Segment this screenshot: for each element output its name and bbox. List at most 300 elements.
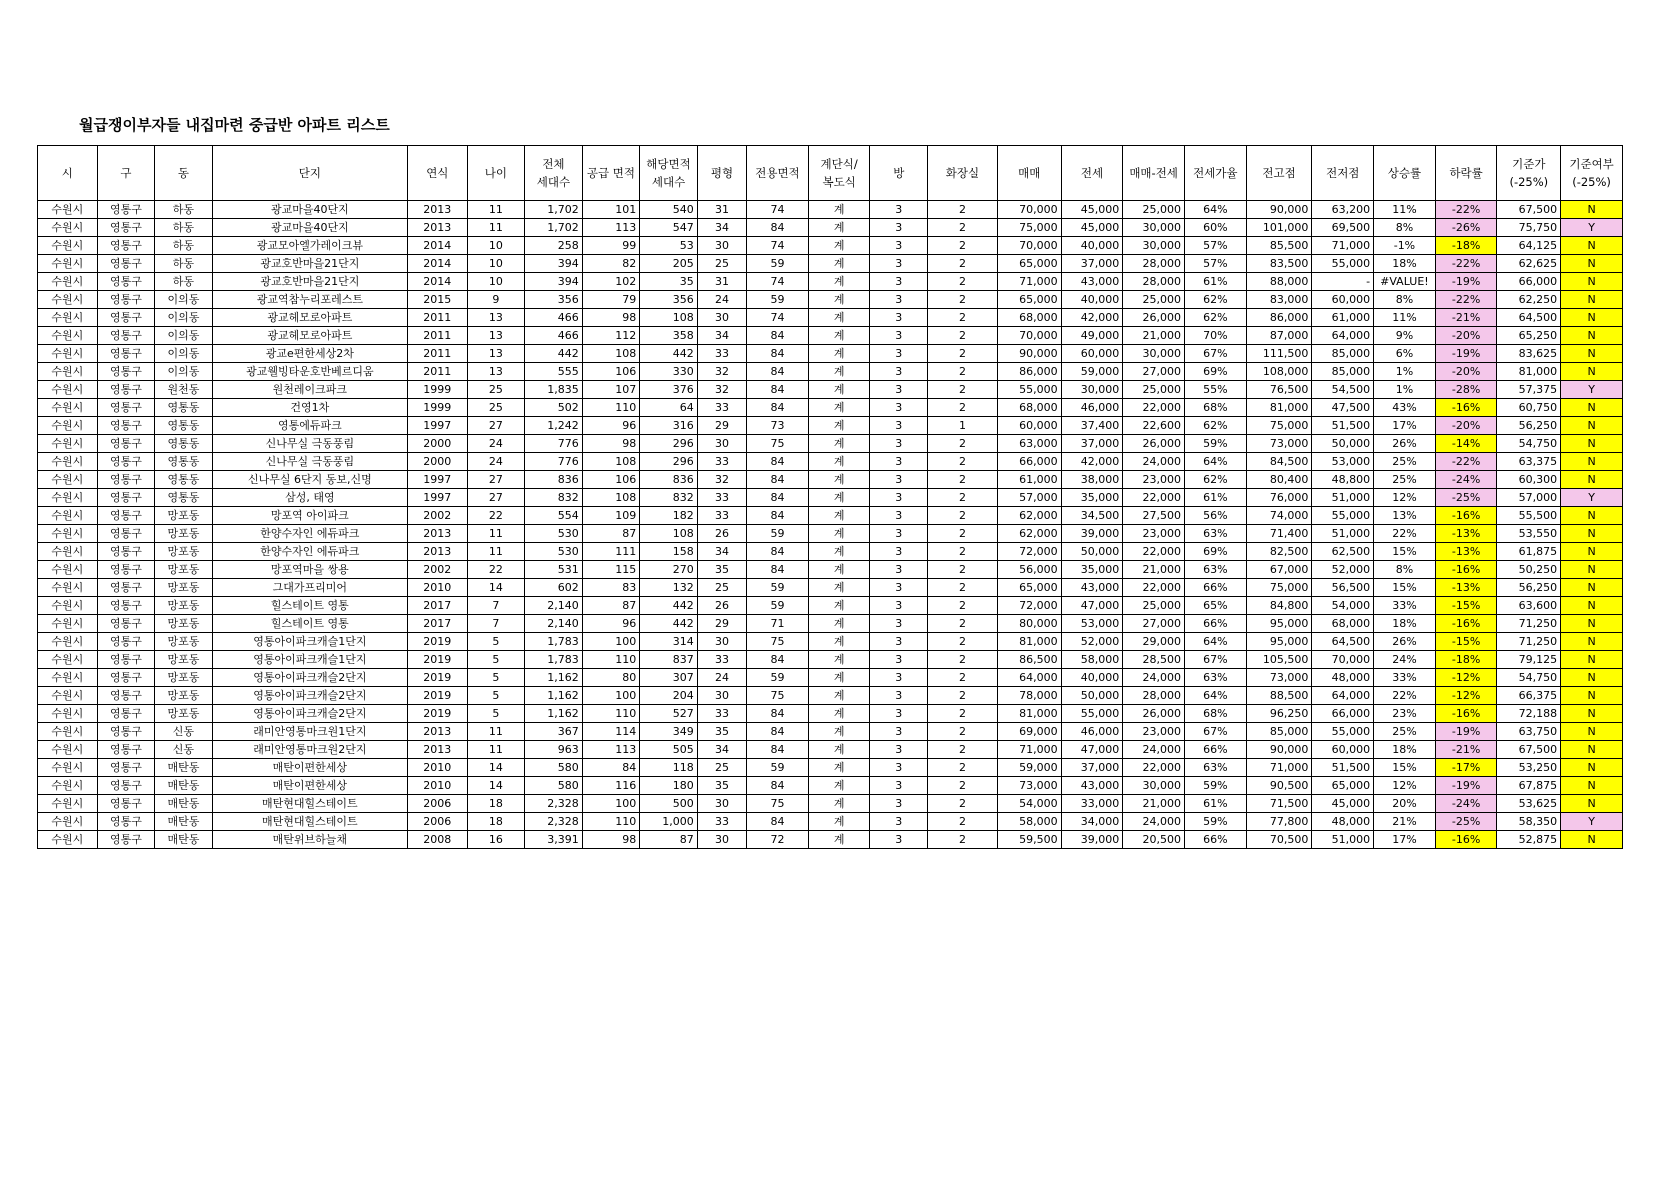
cell-prev-low: 51,500 bbox=[1312, 417, 1374, 435]
cell-prev-high: 84,500 bbox=[1246, 453, 1312, 471]
cell-area-units: 836 bbox=[640, 471, 698, 489]
cell-prev-high: 84,800 bbox=[1246, 597, 1312, 615]
cell-stair-type: 계 bbox=[808, 345, 870, 363]
cell-base-flag: N bbox=[1561, 669, 1623, 687]
cell-rise-rate: 24% bbox=[1374, 651, 1436, 669]
cell-dong: 하동 bbox=[155, 273, 213, 291]
cell-base-flag: Y bbox=[1561, 489, 1623, 507]
cell-area-units: 1,000 bbox=[640, 813, 698, 831]
cell-area-units: 270 bbox=[640, 561, 698, 579]
cell-rise-rate: 15% bbox=[1374, 543, 1436, 561]
table-body bbox=[38, 201, 1623, 849]
cell-jeonse: 42,000 bbox=[1061, 453, 1123, 471]
cell-gu: 영통구 bbox=[97, 219, 155, 237]
cell-dong: 신동 bbox=[155, 723, 213, 741]
cell-age: 27 bbox=[467, 489, 525, 507]
cell-total-units: 1,702 bbox=[525, 201, 583, 219]
cell-pyeong: 33 bbox=[697, 705, 746, 723]
cell-dong: 하동 bbox=[155, 255, 213, 273]
cell-base-flag: N bbox=[1561, 399, 1623, 417]
cell-total-units: 1,162 bbox=[525, 705, 583, 723]
cell-pyeong: 26 bbox=[697, 597, 746, 615]
cell-supply-area: 99 bbox=[582, 237, 640, 255]
cell-rooms: 3 bbox=[870, 597, 928, 615]
cell-prev-high: 73,000 bbox=[1246, 435, 1312, 453]
cell-bathrooms: 2 bbox=[928, 273, 998, 291]
cell-jeonse-ratio: 61% bbox=[1184, 273, 1246, 291]
cell-base-price: 53,550 bbox=[1497, 525, 1561, 543]
cell-base-price: 58,350 bbox=[1497, 813, 1561, 831]
cell-gu: 영통구 bbox=[97, 561, 155, 579]
cell-supply-area: 108 bbox=[582, 453, 640, 471]
cell-exclusive-area: 84 bbox=[747, 507, 809, 525]
cell-gu: 영통구 bbox=[97, 759, 155, 777]
cell-rise-rate: 22% bbox=[1374, 525, 1436, 543]
cell-gap: 28,500 bbox=[1123, 651, 1185, 669]
cell-prev-low: 61,000 bbox=[1312, 309, 1374, 327]
cell-dong: 망포동 bbox=[155, 543, 213, 561]
cell-complex: 광교헤모로아파트 bbox=[212, 327, 407, 345]
cell-rise-rate: 18% bbox=[1374, 255, 1436, 273]
cell-stair-type: 계 bbox=[808, 777, 870, 795]
cell-dong: 망포동 bbox=[155, 561, 213, 579]
cell-prev-low: 50,000 bbox=[1312, 435, 1374, 453]
cell-complex: 신나무실 극동풍림 bbox=[212, 435, 407, 453]
cell-rooms: 3 bbox=[870, 399, 928, 417]
cell-jeonse: 40,000 bbox=[1061, 237, 1123, 255]
cell-total-units: 466 bbox=[525, 327, 583, 345]
cell-area-units: 547 bbox=[640, 219, 698, 237]
cell-fall-rate: -18% bbox=[1435, 651, 1497, 669]
apartment-table bbox=[37, 145, 1623, 849]
cell-gap: 22,000 bbox=[1123, 759, 1185, 777]
cell-jeonse: 52,000 bbox=[1061, 633, 1123, 651]
cell-exclusive-area: 74 bbox=[747, 273, 809, 291]
cell-dong: 망포동 bbox=[155, 687, 213, 705]
cell-base-flag: N bbox=[1561, 831, 1623, 849]
cell-jeonse: 34,500 bbox=[1061, 507, 1123, 525]
cell-supply-area: 100 bbox=[582, 687, 640, 705]
cell-jeonse-ratio: 67% bbox=[1184, 345, 1246, 363]
cell-sale-price: 64,000 bbox=[997, 669, 1061, 687]
cell-bathrooms: 2 bbox=[928, 345, 998, 363]
cell-prev-high: 105,500 bbox=[1246, 651, 1312, 669]
cell-supply-area: 100 bbox=[582, 795, 640, 813]
cell-built-year: 2013 bbox=[408, 741, 468, 759]
cell-exclusive-area: 75 bbox=[747, 435, 809, 453]
cell-base-flag: N bbox=[1561, 237, 1623, 255]
cell-base-flag: N bbox=[1561, 543, 1623, 561]
cell-gu: 영통구 bbox=[97, 453, 155, 471]
cell-rise-rate: 13% bbox=[1374, 507, 1436, 525]
cell-bathrooms: 2 bbox=[928, 813, 998, 831]
table-row bbox=[38, 363, 1623, 381]
cell-age: 18 bbox=[467, 813, 525, 831]
cell-si: 수원시 bbox=[38, 291, 98, 309]
cell-exclusive-area: 84 bbox=[747, 705, 809, 723]
cell-si: 수원시 bbox=[38, 615, 98, 633]
cell-gu: 영통구 bbox=[97, 741, 155, 759]
cell-bathrooms: 2 bbox=[928, 327, 998, 345]
cell-dong: 영통동 bbox=[155, 417, 213, 435]
cell-exclusive-area: 84 bbox=[747, 219, 809, 237]
cell-area-units: 182 bbox=[640, 507, 698, 525]
cell-si: 수원시 bbox=[38, 687, 98, 705]
cell-built-year: 1997 bbox=[408, 417, 468, 435]
header-supply-area: 공급 면적 bbox=[582, 146, 640, 201]
cell-si: 수원시 bbox=[38, 435, 98, 453]
cell-base-flag: Y bbox=[1561, 381, 1623, 399]
cell-sale-price: 86,000 bbox=[997, 363, 1061, 381]
cell-si: 수원시 bbox=[38, 489, 98, 507]
cell-built-year: 2019 bbox=[408, 651, 468, 669]
table-row bbox=[38, 633, 1623, 651]
cell-built-year: 2019 bbox=[408, 669, 468, 687]
cell-prev-high: 111,500 bbox=[1246, 345, 1312, 363]
cell-rooms: 3 bbox=[870, 741, 928, 759]
cell-jeonse: 50,000 bbox=[1061, 543, 1123, 561]
cell-stair-type: 계 bbox=[808, 651, 870, 669]
cell-jeonse: 37,400 bbox=[1061, 417, 1123, 435]
cell-stair-type: 계 bbox=[808, 363, 870, 381]
cell-sale-price: 61,000 bbox=[997, 471, 1061, 489]
cell-fall-rate: -25% bbox=[1435, 813, 1497, 831]
cell-exclusive-area: 59 bbox=[747, 759, 809, 777]
cell-age: 18 bbox=[467, 795, 525, 813]
cell-built-year: 1997 bbox=[408, 489, 468, 507]
cell-rise-rate: 12% bbox=[1374, 489, 1436, 507]
cell-gap: 23,000 bbox=[1123, 723, 1185, 741]
cell-complex: 광교마을40단지 bbox=[212, 201, 407, 219]
cell-rise-rate: 1% bbox=[1374, 381, 1436, 399]
cell-rooms: 3 bbox=[870, 705, 928, 723]
table-row bbox=[38, 813, 1623, 831]
header-fall-rate: 하락률 bbox=[1435, 146, 1497, 201]
header-gap: 매매-전세 bbox=[1123, 146, 1185, 201]
cell-exclusive-area: 74 bbox=[747, 201, 809, 219]
cell-supply-area: 108 bbox=[582, 489, 640, 507]
cell-bathrooms: 2 bbox=[928, 651, 998, 669]
cell-dong: 영통동 bbox=[155, 471, 213, 489]
cell-age: 22 bbox=[467, 507, 525, 525]
table-row bbox=[38, 831, 1623, 849]
cell-supply-area: 106 bbox=[582, 471, 640, 489]
cell-dong: 망포동 bbox=[155, 669, 213, 687]
cell-pyeong: 30 bbox=[697, 309, 746, 327]
cell-bathrooms: 2 bbox=[928, 363, 998, 381]
cell-exclusive-area: 75 bbox=[747, 795, 809, 813]
cell-complex: 매탄위브하늘채 bbox=[212, 831, 407, 849]
cell-stair-type: 계 bbox=[808, 417, 870, 435]
cell-gu: 영통구 bbox=[97, 651, 155, 669]
cell-prev-low: 48,800 bbox=[1312, 471, 1374, 489]
cell-prev-high: 83,500 bbox=[1246, 255, 1312, 273]
cell-stair-type: 계 bbox=[808, 381, 870, 399]
cell-supply-area: 96 bbox=[582, 417, 640, 435]
cell-age: 5 bbox=[467, 669, 525, 687]
cell-base-price: 63,750 bbox=[1497, 723, 1561, 741]
cell-gu: 영통구 bbox=[97, 831, 155, 849]
cell-si: 수원시 bbox=[38, 471, 98, 489]
cell-jeonse-ratio: 59% bbox=[1184, 777, 1246, 795]
cell-fall-rate: -16% bbox=[1435, 615, 1497, 633]
cell-total-units: 776 bbox=[525, 453, 583, 471]
cell-gu: 영통구 bbox=[97, 201, 155, 219]
table-row bbox=[38, 471, 1623, 489]
cell-rise-rate: 18% bbox=[1374, 615, 1436, 633]
cell-sale-price: 62,000 bbox=[997, 507, 1061, 525]
cell-pyeong: 33 bbox=[697, 813, 746, 831]
cell-area-units: 376 bbox=[640, 381, 698, 399]
cell-total-units: 776 bbox=[525, 435, 583, 453]
cell-rise-rate: -1% bbox=[1374, 237, 1436, 255]
cell-gu: 영통구 bbox=[97, 777, 155, 795]
cell-stair-type: 계 bbox=[808, 597, 870, 615]
cell-fall-rate: -20% bbox=[1435, 417, 1497, 435]
cell-gu: 영통구 bbox=[97, 705, 155, 723]
cell-area-units: 64 bbox=[640, 399, 698, 417]
cell-dong: 매탄동 bbox=[155, 831, 213, 849]
cell-total-units: 832 bbox=[525, 489, 583, 507]
cell-si: 수원시 bbox=[38, 399, 98, 417]
cell-rise-rate: 25% bbox=[1374, 453, 1436, 471]
cell-exclusive-area: 72 bbox=[747, 831, 809, 849]
cell-rooms: 3 bbox=[870, 669, 928, 687]
cell-pyeong: 29 bbox=[697, 417, 746, 435]
cell-sale-price: 58,000 bbox=[997, 813, 1061, 831]
cell-prev-high: 77,800 bbox=[1246, 813, 1312, 831]
cell-jeonse-ratio: 70% bbox=[1184, 327, 1246, 345]
cell-jeonse: 47,000 bbox=[1061, 741, 1123, 759]
cell-jeonse: 37,000 bbox=[1061, 255, 1123, 273]
cell-fall-rate: -22% bbox=[1435, 201, 1497, 219]
cell-si: 수원시 bbox=[38, 651, 98, 669]
cell-exclusive-area: 84 bbox=[747, 723, 809, 741]
cell-prev-low: 53,000 bbox=[1312, 453, 1374, 471]
cell-stair-type: 계 bbox=[808, 741, 870, 759]
cell-base-flag: N bbox=[1561, 363, 1623, 381]
cell-dong: 하동 bbox=[155, 201, 213, 219]
cell-exclusive-area: 84 bbox=[747, 471, 809, 489]
header-total-units: 전체 세대수 bbox=[525, 146, 583, 201]
cell-jeonse-ratio: 59% bbox=[1184, 813, 1246, 831]
cell-total-units: 530 bbox=[525, 543, 583, 561]
table-row bbox=[38, 345, 1623, 363]
cell-prev-high: 85,000 bbox=[1246, 723, 1312, 741]
cell-bathrooms: 2 bbox=[928, 831, 998, 849]
cell-gap: 29,000 bbox=[1123, 633, 1185, 651]
cell-pyeong: 33 bbox=[697, 453, 746, 471]
cell-fall-rate: -16% bbox=[1435, 507, 1497, 525]
cell-total-units: 530 bbox=[525, 525, 583, 543]
cell-area-units: 307 bbox=[640, 669, 698, 687]
cell-base-price: 50,250 bbox=[1497, 561, 1561, 579]
cell-area-units: 316 bbox=[640, 417, 698, 435]
cell-base-flag: N bbox=[1561, 561, 1623, 579]
cell-rise-rate: 17% bbox=[1374, 831, 1436, 849]
cell-complex: 광교호반마을21단지 bbox=[212, 273, 407, 291]
table-row bbox=[38, 291, 1623, 309]
cell-area-units: 358 bbox=[640, 327, 698, 345]
table-row bbox=[38, 255, 1623, 273]
cell-base-price: 71,250 bbox=[1497, 633, 1561, 651]
cell-si: 수원시 bbox=[38, 669, 98, 687]
cell-complex: 래미안영통마크원1단지 bbox=[212, 723, 407, 741]
cell-fall-rate: -13% bbox=[1435, 579, 1497, 597]
cell-area-units: 442 bbox=[640, 345, 698, 363]
cell-jeonse: 33,000 bbox=[1061, 795, 1123, 813]
cell-stair-type: 계 bbox=[808, 327, 870, 345]
cell-built-year: 2013 bbox=[408, 525, 468, 543]
cell-si: 수원시 bbox=[38, 561, 98, 579]
cell-gu: 영통구 bbox=[97, 525, 155, 543]
cell-gap: 21,000 bbox=[1123, 327, 1185, 345]
cell-complex: 삼성, 태영 bbox=[212, 489, 407, 507]
cell-bathrooms: 2 bbox=[928, 381, 998, 399]
cell-base-price: 52,875 bbox=[1497, 831, 1561, 849]
cell-jeonse: 43,000 bbox=[1061, 579, 1123, 597]
cell-pyeong: 32 bbox=[697, 381, 746, 399]
cell-supply-area: 113 bbox=[582, 219, 640, 237]
cell-exclusive-area: 84 bbox=[747, 741, 809, 759]
cell-rooms: 3 bbox=[870, 651, 928, 669]
cell-prev-high: 95,000 bbox=[1246, 615, 1312, 633]
cell-supply-area: 80 bbox=[582, 669, 640, 687]
cell-complex: 영통아이파크캐슬2단지 bbox=[212, 669, 407, 687]
cell-stair-type: 계 bbox=[808, 831, 870, 849]
cell-bathrooms: 2 bbox=[928, 471, 998, 489]
cell-jeonse-ratio: 57% bbox=[1184, 237, 1246, 255]
cell-base-price: 57,000 bbox=[1497, 489, 1561, 507]
cell-si: 수원시 bbox=[38, 345, 98, 363]
cell-prev-high: 96,250 bbox=[1246, 705, 1312, 723]
cell-fall-rate: -16% bbox=[1435, 705, 1497, 723]
cell-prev-low: 69,500 bbox=[1312, 219, 1374, 237]
cell-total-units: 3,391 bbox=[525, 831, 583, 849]
cell-supply-area: 112 bbox=[582, 327, 640, 345]
cell-dong: 이의동 bbox=[155, 291, 213, 309]
header-bathrooms: 화장실 bbox=[928, 146, 998, 201]
cell-jeonse-ratio: 64% bbox=[1184, 633, 1246, 651]
cell-dong: 매탄동 bbox=[155, 759, 213, 777]
cell-exclusive-area: 73 bbox=[747, 417, 809, 435]
cell-total-units: 367 bbox=[525, 723, 583, 741]
cell-fall-rate: -20% bbox=[1435, 363, 1497, 381]
cell-bathrooms: 2 bbox=[928, 219, 998, 237]
cell-gap: 27,000 bbox=[1123, 615, 1185, 633]
cell-fall-rate: -17% bbox=[1435, 759, 1497, 777]
cell-gap: 28,000 bbox=[1123, 255, 1185, 273]
cell-jeonse-ratio: 64% bbox=[1184, 201, 1246, 219]
cell-exclusive-area: 59 bbox=[747, 255, 809, 273]
cell-si: 수원시 bbox=[38, 597, 98, 615]
cell-supply-area: 110 bbox=[582, 399, 640, 417]
cell-exclusive-area: 84 bbox=[747, 381, 809, 399]
cell-base-price: 71,250 bbox=[1497, 615, 1561, 633]
cell-built-year: 2015 bbox=[408, 291, 468, 309]
cell-si: 수원시 bbox=[38, 543, 98, 561]
cell-jeonse: 37,000 bbox=[1061, 759, 1123, 777]
cell-rise-rate: 18% bbox=[1374, 741, 1436, 759]
cell-si: 수원시 bbox=[38, 507, 98, 525]
cell-dong: 이의동 bbox=[155, 327, 213, 345]
cell-si: 수원시 bbox=[38, 417, 98, 435]
cell-built-year: 2011 bbox=[408, 309, 468, 327]
cell-jeonse: 35,000 bbox=[1061, 561, 1123, 579]
table-row bbox=[38, 435, 1623, 453]
cell-prev-high: 90,000 bbox=[1246, 201, 1312, 219]
cell-total-units: 2,140 bbox=[525, 615, 583, 633]
header-prev-low: 전저점 bbox=[1312, 146, 1374, 201]
cell-rise-rate: 8% bbox=[1374, 219, 1436, 237]
cell-jeonse-ratio: 59% bbox=[1184, 435, 1246, 453]
cell-base-price: 56,250 bbox=[1497, 417, 1561, 435]
cell-pyeong: 31 bbox=[697, 273, 746, 291]
cell-sale-price: 55,000 bbox=[997, 381, 1061, 399]
cell-sale-price: 65,000 bbox=[997, 579, 1061, 597]
cell-bathrooms: 2 bbox=[928, 579, 998, 597]
cell-exclusive-area: 59 bbox=[747, 579, 809, 597]
cell-prev-low: 70,000 bbox=[1312, 651, 1374, 669]
cell-fall-rate: -28% bbox=[1435, 381, 1497, 399]
cell-base-price: 53,250 bbox=[1497, 759, 1561, 777]
cell-supply-area: 83 bbox=[582, 579, 640, 597]
cell-gap: 25,000 bbox=[1123, 201, 1185, 219]
table-row bbox=[38, 561, 1623, 579]
cell-fall-rate: -12% bbox=[1435, 687, 1497, 705]
cell-base-price: 57,375 bbox=[1497, 381, 1561, 399]
cell-age: 11 bbox=[467, 219, 525, 237]
cell-fall-rate: -15% bbox=[1435, 633, 1497, 651]
cell-dong: 망포동 bbox=[155, 597, 213, 615]
cell-sale-price: 80,000 bbox=[997, 615, 1061, 633]
cell-jeonse-ratio: 64% bbox=[1184, 687, 1246, 705]
cell-si: 수원시 bbox=[38, 273, 98, 291]
cell-pyeong: 33 bbox=[697, 399, 746, 417]
cell-complex: 광교역참누리포레스트 bbox=[212, 291, 407, 309]
cell-built-year: 2014 bbox=[408, 237, 468, 255]
cell-pyeong: 24 bbox=[697, 669, 746, 687]
cell-fall-rate: -19% bbox=[1435, 345, 1497, 363]
cell-jeonse: 50,000 bbox=[1061, 687, 1123, 705]
cell-prev-low: 48,000 bbox=[1312, 669, 1374, 687]
cell-jeonse-ratio: 56% bbox=[1184, 507, 1246, 525]
cell-base-flag: N bbox=[1561, 759, 1623, 777]
cell-built-year: 2002 bbox=[408, 561, 468, 579]
cell-fall-rate: -16% bbox=[1435, 831, 1497, 849]
cell-bathrooms: 2 bbox=[928, 561, 998, 579]
cell-complex: 영통아이파크캐슬2단지 bbox=[212, 705, 407, 723]
cell-prev-high: 71,000 bbox=[1246, 759, 1312, 777]
cell-age: 11 bbox=[467, 201, 525, 219]
cell-jeonse-ratio: 65% bbox=[1184, 597, 1246, 615]
cell-base-price: 67,500 bbox=[1497, 201, 1561, 219]
cell-gu: 영통구 bbox=[97, 615, 155, 633]
cell-jeonse-ratio: 68% bbox=[1184, 705, 1246, 723]
cell-rise-rate: 22% bbox=[1374, 687, 1436, 705]
cell-prev-low: 65,000 bbox=[1312, 777, 1374, 795]
cell-prev-high: 76,500 bbox=[1246, 381, 1312, 399]
cell-jeonse-ratio: 61% bbox=[1184, 795, 1246, 813]
cell-si: 수원시 bbox=[38, 363, 98, 381]
cell-base-price: 83,625 bbox=[1497, 345, 1561, 363]
cell-age: 24 bbox=[467, 453, 525, 471]
cell-prev-low: - bbox=[1312, 273, 1374, 291]
cell-age: 27 bbox=[467, 417, 525, 435]
cell-area-units: 314 bbox=[640, 633, 698, 651]
cell-base-flag: N bbox=[1561, 687, 1623, 705]
cell-base-price: 75,750 bbox=[1497, 219, 1561, 237]
